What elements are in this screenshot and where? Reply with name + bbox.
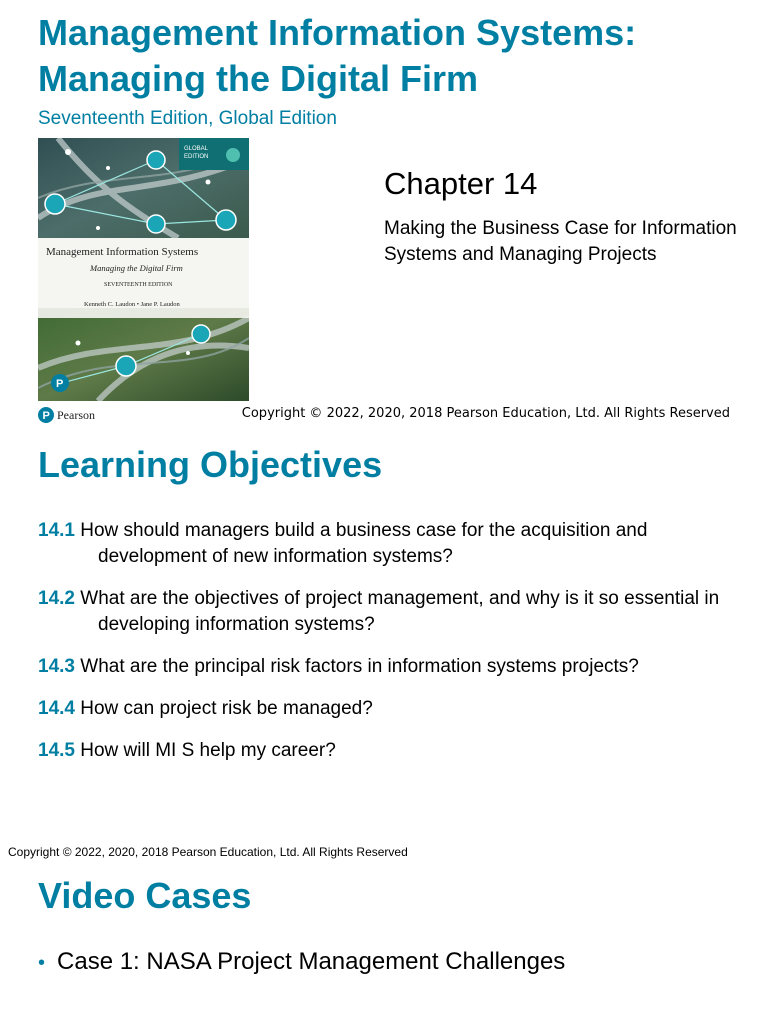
svg-text:EDITION: EDITION	[184, 154, 209, 160]
objective-text: How should managers build a business case for the acquisition and development of new information systems?	[80, 520, 648, 567]
learning-objectives-list	[38, 518, 738, 780]
learning-objectives-heading: Learning Objectives	[38, 444, 383, 485]
objective-text: What are the principal risk factors in information systems projects?	[80, 656, 639, 677]
video-cases-heading: Video Cases	[38, 875, 252, 916]
objective-number: 14.4	[38, 698, 75, 719]
svg-text:P: P	[42, 410, 50, 422]
copyright-bottom: Copyright © 2022, 2020, 2018 Pearson Education, Ltd. All Rights Reserved	[8, 845, 408, 859]
book-cover-image	[38, 138, 249, 401]
chapter-subtitle: Making the Business Case for Information Systems and Managing Projects	[384, 218, 737, 265]
video-case-text: Case 1: NASA Project Management Challenges	[57, 948, 566, 975]
objective-item	[38, 586, 738, 638]
objective-text: What are the objectives of project management, and why is it so essential in developing information systems?	[80, 588, 720, 635]
video-cases-list	[38, 948, 565, 976]
cover-book-title: Management Information Systems	[46, 246, 199, 258]
objective-text: How will MI S help my career?	[80, 740, 336, 761]
presentation-title: Management Information Systems: Managing the Digital Firm	[38, 12, 637, 99]
video-case-item	[38, 948, 565, 976]
pearson-wordmark: Pearson	[57, 407, 95, 422]
objective-item	[38, 654, 738, 680]
objective-text: How can project risk be managed?	[80, 698, 373, 719]
svg-text:P: P	[56, 378, 64, 390]
objective-number: 14.5	[38, 740, 75, 761]
chapter-label: Chapter 14	[384, 166, 538, 201]
cover-book-subtitle: Managing the Digital Firm	[90, 263, 183, 273]
pearson-icon	[38, 407, 54, 423]
copyright-top: Copyright © 2022, 2020, 2018 Pearson Education, Ltd. All Rights Reserved	[241, 406, 730, 421]
objective-item	[38, 738, 738, 764]
objective-number: 14.3	[38, 656, 75, 677]
objective-number: 14.1	[38, 520, 75, 541]
cover-book-edition: SEVENTEENTH EDITION	[104, 282, 173, 288]
cover-authors: Kenneth C. Laudon • Jane P. Laudon	[84, 301, 180, 308]
objective-item	[38, 696, 738, 722]
pearson-logo	[38, 405, 95, 425]
bullet-icon: •	[38, 952, 46, 974]
objective-item	[38, 518, 738, 570]
svg-text:GLOBAL: GLOBAL	[184, 146, 209, 152]
edition-label: Seventeenth Edition, Global Edition	[38, 108, 337, 129]
objective-number: 14.2	[38, 588, 75, 609]
